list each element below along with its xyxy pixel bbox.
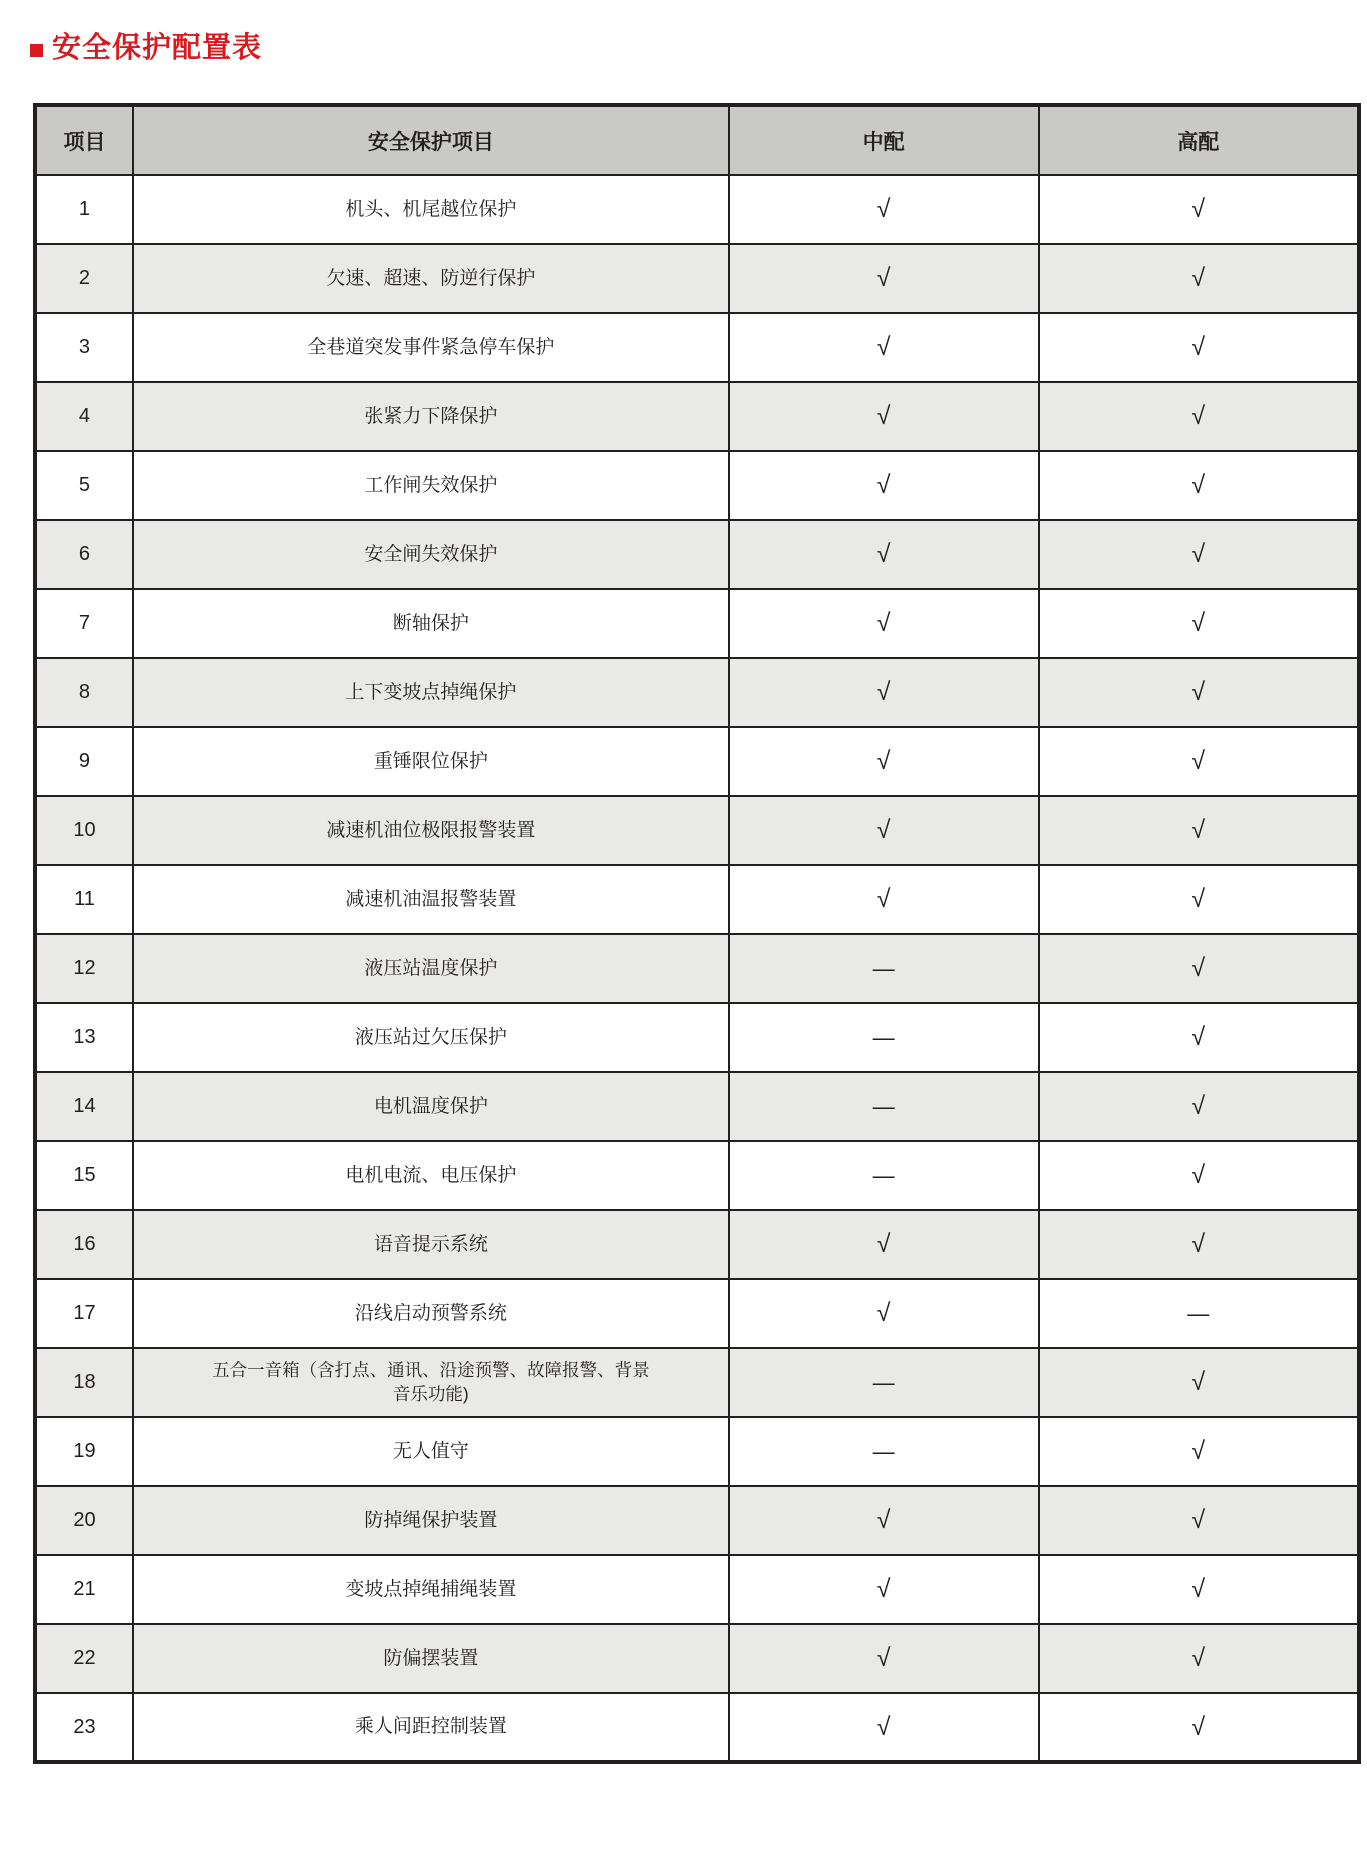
table-row: [35, 1348, 1359, 1417]
row-item-name: 上下变坡点掉绳保护: [133, 658, 729, 727]
header-protection-item: 安全保护项目: [133, 105, 729, 175]
high-config-mark: √: [1039, 1210, 1359, 1279]
row-number: 7: [35, 589, 133, 658]
row-item-name: 减速机油温报警装置: [133, 865, 729, 934]
row-item-name: 减速机油位极限报警装置: [133, 796, 729, 865]
mid-config-mark: √: [729, 1693, 1039, 1762]
mid-config-mark: —: [729, 1417, 1039, 1486]
high-config-mark: √: [1039, 451, 1359, 520]
table-row: [35, 1003, 1359, 1072]
table-row: [35, 1555, 1359, 1624]
table-row: [35, 451, 1359, 520]
row-number: 14: [35, 1072, 133, 1141]
high-config-mark: √: [1039, 313, 1359, 382]
row-item-name: 欠速、超速、防逆行保护: [133, 244, 729, 313]
row-item-name: 语音提示系统: [133, 1210, 729, 1279]
mid-config-mark: √: [729, 1279, 1039, 1348]
table-row: [35, 382, 1359, 451]
mid-config-mark: √: [729, 727, 1039, 796]
table-row: [35, 589, 1359, 658]
mid-config-mark: √: [729, 658, 1039, 727]
row-item-name: 电机电流、电压保护: [133, 1141, 729, 1210]
high-config-mark: √: [1039, 382, 1359, 451]
row-number: 12: [35, 934, 133, 1003]
table-row: [35, 244, 1359, 313]
table-row: [35, 1210, 1359, 1279]
row-item-name: 防偏摆装置: [133, 1624, 729, 1693]
mid-config-mark: √: [729, 865, 1039, 934]
row-item-name: 沿线启动预警系统: [133, 1279, 729, 1348]
high-config-mark: —: [1039, 1279, 1359, 1348]
row-item-name: 五合一音箱（含打点、通讯、沿途预警、故障报警、背景音乐功能): [133, 1348, 729, 1417]
mid-config-mark: √: [729, 313, 1039, 382]
high-config-mark: √: [1039, 934, 1359, 1003]
mid-config-mark: —: [729, 1141, 1039, 1210]
row-number: 20: [35, 1486, 133, 1555]
high-config-mark: √: [1039, 658, 1359, 727]
mid-config-mark: √: [729, 520, 1039, 589]
high-config-mark: √: [1039, 1555, 1359, 1624]
high-config-mark: √: [1039, 244, 1359, 313]
table-row: [35, 313, 1359, 382]
table-row: [35, 934, 1359, 1003]
table-row: [35, 727, 1359, 796]
row-item-name: 液压站温度保护: [133, 934, 729, 1003]
row-number: 11: [35, 865, 133, 934]
table-row: [35, 1417, 1359, 1486]
row-number: 8: [35, 658, 133, 727]
table-row: [35, 1279, 1359, 1348]
high-config-mark: √: [1039, 1693, 1359, 1762]
mid-config-mark: √: [729, 1486, 1039, 1555]
mid-config-mark: —: [729, 1003, 1039, 1072]
row-number: 16: [35, 1210, 133, 1279]
row-item-name: 断轴保护: [133, 589, 729, 658]
row-number: 21: [35, 1555, 133, 1624]
header-high-config: 高配: [1039, 105, 1359, 175]
mid-config-mark: √: [729, 1210, 1039, 1279]
table-row: [35, 1693, 1359, 1762]
table-header-row: [35, 105, 1359, 175]
mid-config-mark: —: [729, 1072, 1039, 1141]
row-number: 3: [35, 313, 133, 382]
table-row: [35, 1141, 1359, 1210]
high-config-mark: √: [1039, 1003, 1359, 1072]
row-item-name: 电机温度保护: [133, 1072, 729, 1141]
row-number: 4: [35, 382, 133, 451]
mid-config-mark: √: [729, 1624, 1039, 1693]
row-item-name: 变坡点掉绳捕绳装置: [133, 1555, 729, 1624]
table-row: [35, 865, 1359, 934]
row-number: 10: [35, 796, 133, 865]
row-item-name: 机头、机尾越位保护: [133, 175, 729, 244]
mid-config-mark: —: [729, 934, 1039, 1003]
safety-protection-config-table: [33, 103, 1361, 1764]
row-number: 23: [35, 1693, 133, 1762]
row-number: 6: [35, 520, 133, 589]
high-config-mark: √: [1039, 727, 1359, 796]
mid-config-mark: √: [729, 382, 1039, 451]
table-row: [35, 175, 1359, 244]
row-item-name: 液压站过欠压保护: [133, 1003, 729, 1072]
mid-config-mark: √: [729, 244, 1039, 313]
row-number: 19: [35, 1417, 133, 1486]
high-config-mark: √: [1039, 1348, 1359, 1417]
row-number: 9: [35, 727, 133, 796]
row-number: 22: [35, 1624, 133, 1693]
row-item-name: 重锤限位保护: [133, 727, 729, 796]
row-item-name: 工作闸失效保护: [133, 451, 729, 520]
header-mid-config: 中配: [729, 105, 1039, 175]
high-config-mark: √: [1039, 589, 1359, 658]
header-item-number: 项目: [35, 105, 133, 175]
high-config-mark: √: [1039, 1072, 1359, 1141]
table-row: [35, 796, 1359, 865]
table-row: [35, 1072, 1359, 1141]
mid-config-mark: √: [729, 175, 1039, 244]
row-number: 1: [35, 175, 133, 244]
mid-config-mark: √: [729, 589, 1039, 658]
row-item-name: 安全闸失效保护: [133, 520, 729, 589]
row-number: 17: [35, 1279, 133, 1348]
mid-config-mark: √: [729, 796, 1039, 865]
row-item-name: 全巷道突发事件紧急停车保护: [133, 313, 729, 382]
high-config-mark: √: [1039, 1624, 1359, 1693]
mid-config-mark: √: [729, 1555, 1039, 1624]
red-square-bullet-icon: [30, 44, 43, 57]
section-title-row: [30, 34, 262, 63]
high-config-mark: √: [1039, 865, 1359, 934]
high-config-mark: √: [1039, 1417, 1359, 1486]
row-item-name: 防掉绳保护装置: [133, 1486, 729, 1555]
table-row: [35, 1624, 1359, 1693]
table-row: [35, 658, 1359, 727]
mid-config-mark: √: [729, 451, 1039, 520]
high-config-mark: √: [1039, 1486, 1359, 1555]
row-item-name: 张紧力下降保护: [133, 382, 729, 451]
row-item-name: 乘人间距控制装置: [133, 1693, 729, 1762]
row-number: 18: [35, 1348, 133, 1417]
table-row: [35, 1486, 1359, 1555]
high-config-mark: √: [1039, 796, 1359, 865]
high-config-mark: √: [1039, 520, 1359, 589]
mid-config-mark: —: [729, 1348, 1039, 1417]
table-row: [35, 520, 1359, 589]
row-number: 13: [35, 1003, 133, 1072]
row-number: 15: [35, 1141, 133, 1210]
high-config-mark: √: [1039, 175, 1359, 244]
row-number: 2: [35, 244, 133, 313]
row-number: 5: [35, 451, 133, 520]
high-config-mark: √: [1039, 1141, 1359, 1210]
row-item-name: 无人值守: [133, 1417, 729, 1486]
page-title: 安全保护配置表: [52, 32, 263, 64]
